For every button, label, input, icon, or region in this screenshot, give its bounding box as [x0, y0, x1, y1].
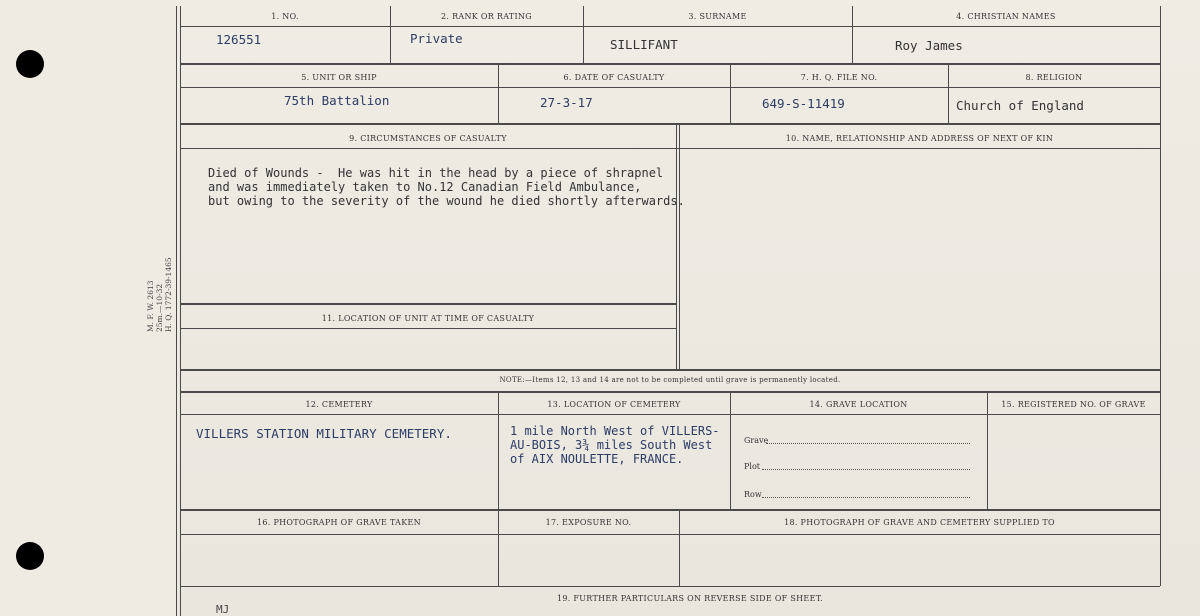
label-location-cemetery: 13. LOCATION OF CEMETERY [547, 400, 681, 409]
value-hq-file: 649-S-11419 [762, 96, 845, 111]
frame-right [1160, 6, 1161, 586]
value-date-of-casualty: 27-3-17 [540, 95, 593, 110]
rule [679, 125, 680, 370]
form-code-line: M. F. W. 2613 [146, 280, 155, 332]
punch-hole-top [16, 50, 44, 78]
label-photo-taken: 16. PHOTOGRAPH OF GRAVE TAKEN [257, 518, 421, 527]
row-row-label: Row [744, 490, 762, 499]
label-registered-no: 15. REGISTERED NO. OF GRAVE [1001, 400, 1146, 409]
row-row-line [762, 497, 970, 498]
label-unit: 5. UNIT OR SHIP [301, 73, 377, 82]
rule [180, 303, 676, 305]
rule [180, 123, 1160, 125]
label-cemetery: 12. CEMETERY [305, 400, 373, 409]
rule [180, 534, 1160, 535]
rule [180, 509, 1160, 511]
note: NOTE:—Items 12, 13 and 14 are not to be completed until grave is permanently located. [499, 376, 841, 384]
rule [180, 26, 1160, 27]
rule [180, 586, 1160, 587]
rule [180, 391, 1160, 393]
value-religion: Church of England [956, 98, 1084, 113]
value-circumstances: Died of Wounds - He was hit in the head by a piece of shrapnel and was immediately taken to No.12 Canadian Field Ambulance, but owing to the severity of the wound he died shortly afterwards. [208, 166, 685, 208]
label-christian-names: 4. CHRISTIAN NAMES [956, 12, 1056, 21]
value-location-cemetery: 1 mile North West of VILLERS- AU-BOIS, 3¾ miles South West of AIX NOULETTE, FRANCE. [510, 424, 720, 466]
rule [498, 393, 499, 509]
rule [987, 393, 988, 509]
rule [730, 393, 731, 509]
rule [180, 414, 1160, 415]
label-grave-location: 14. GRAVE LOCATION [809, 400, 908, 409]
label-no: 1. NO. [271, 12, 299, 21]
rule [180, 87, 1160, 88]
form-code [146, 257, 173, 332]
rule [180, 328, 676, 329]
value-rank: Private [410, 31, 463, 46]
value-christian-names: Roy James [895, 38, 963, 53]
label-religion: 8. RELIGION [1025, 73, 1083, 82]
label-next-of-kin: 10. NAME, RELATIONSHIP AND ADDRESS OF NEXT OF KIN [785, 134, 1054, 143]
label-exposure-no: 17. EXPOSURE NO. [545, 518, 632, 527]
frame-left [176, 6, 177, 616]
label-rank: 2. RANK OR RATING [441, 12, 532, 21]
initials: MJ [216, 603, 230, 616]
label-photo-supplied: 18. PHOTOGRAPH OF GRAVE AND CEMETERY SUPPLIED TO [784, 518, 1055, 527]
punch-hole-bottom [16, 542, 44, 570]
value-unit: 75th Battalion [284, 93, 390, 108]
rule [676, 125, 677, 370]
form-code-line: 25m.—10-32 [155, 283, 164, 332]
value-cemetery: VILLERS STATION MILITARY CEMETERY. [196, 426, 452, 441]
form-code-line: H. Q. 1772-39-1465 [164, 257, 173, 332]
rule [180, 369, 1160, 371]
label-location-unit: 11. LOCATION OF UNIT AT TIME OF CASUALTY [321, 314, 535, 323]
label-circumstances: 9. CIRCUMSTANCES OF CASUALTY [349, 134, 507, 143]
label-date-of-casualty: 6. DATE OF CASUALTY [563, 73, 665, 82]
value-no: 126551 [216, 32, 262, 47]
grave-row-line [766, 443, 970, 444]
label-surname: 3. SURNAME [688, 12, 747, 21]
grave-row-label: Grave [744, 436, 769, 445]
plot-row-line [762, 469, 970, 470]
plot-row-label: Plot [744, 462, 760, 471]
label-hq-file: 7. H. Q. FILE NO. [800, 73, 878, 82]
value-surname: SILLIFANT [610, 37, 678, 52]
rule [180, 148, 1160, 149]
label-further: 19. FURTHER PARTICULARS ON REVERSE SIDE OF SHEET. [556, 594, 824, 603]
rule [180, 63, 1160, 65]
